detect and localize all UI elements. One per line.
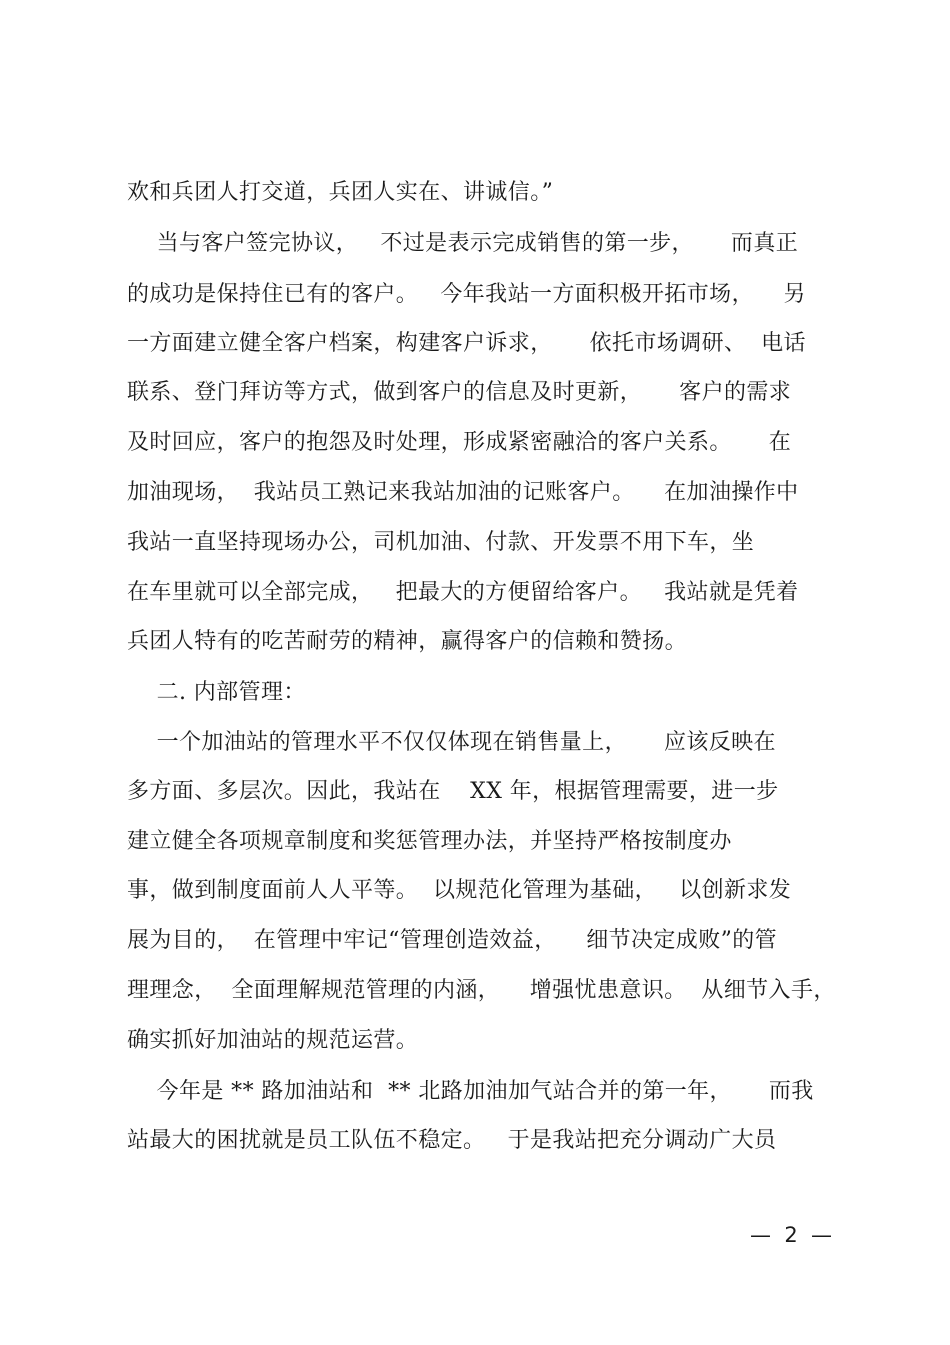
text-line: 加油现场， 我站员工熟记来我站加油的记账客户。 在加油操作中 <box>127 480 799 505</box>
text-line: 理理念， 全面理解规范管理的内涵， 增强忧患意识。 从细节入手， <box>127 978 836 1003</box>
text-line: 在车里就可以全部完成， 把最大的方便留给客户。 我站就是凭着 <box>127 580 799 605</box>
text-line: 多方面、多层次。因此，我站在 XX 年，根据管理需要，进一步 <box>127 779 779 804</box>
text-line: 建立健全各项规章制度和奖惩管理办法，并坚持严格按制度办 <box>127 829 732 854</box>
text-line: 我站一直坚持现场办公，司机加油、付款、开发票不用下车，坐 <box>127 530 755 555</box>
text-line: 及时回应，客户的抱怨及时处理，形成紧密融洽的客户关系。 在 <box>127 430 792 455</box>
text-line: 一方面建立健全客户档案，构建客户诉求， 依托市场调研、 电话 <box>127 331 806 356</box>
text-line: 今年是 ** 路加油站和 ** 北路加油加气站合并的第一年， 而我 <box>127 1079 814 1104</box>
text-line: 展为目的， 在管理中牢记“管理创造效益， 细节决定成败”的管 <box>127 928 778 953</box>
page-number: — 2 — <box>750 1223 833 1247</box>
text-line: 一个加油站的管理水平不仅仅体现在销售量上， 应该反映在 <box>127 730 776 755</box>
text-line: 事，做到制度面前人人平等。 以规范化管理为基础， 以创新求发 <box>127 878 792 903</box>
text-line: 兵团人特有的吃苦耐劳的精神，赢得客户的信赖和赞扬。 <box>127 629 688 654</box>
text-line: 站最大的困扰就是员工队伍不稳定。 于是我站把充分调动广大员 <box>127 1128 777 1153</box>
text-line: 的成功是保持住已有的客户。 今年我站一方面积极开拓市场， 另 <box>127 282 806 307</box>
text-line: 欢和兵团人打交道，兵团人实在、讲诚信。” <box>127 180 554 205</box>
text-line: 当与客户签完协议， 不过是表示完成销售的第一步， 而真正 <box>127 231 799 256</box>
text-line: 确实抓好加油站的规范运营。 <box>127 1028 419 1053</box>
text-line: 联系、登门拜访等方式，做到客户的信息及时更新， 客户的需求 <box>127 380 792 405</box>
section-heading: 二. 内部管理： <box>127 680 306 705</box>
